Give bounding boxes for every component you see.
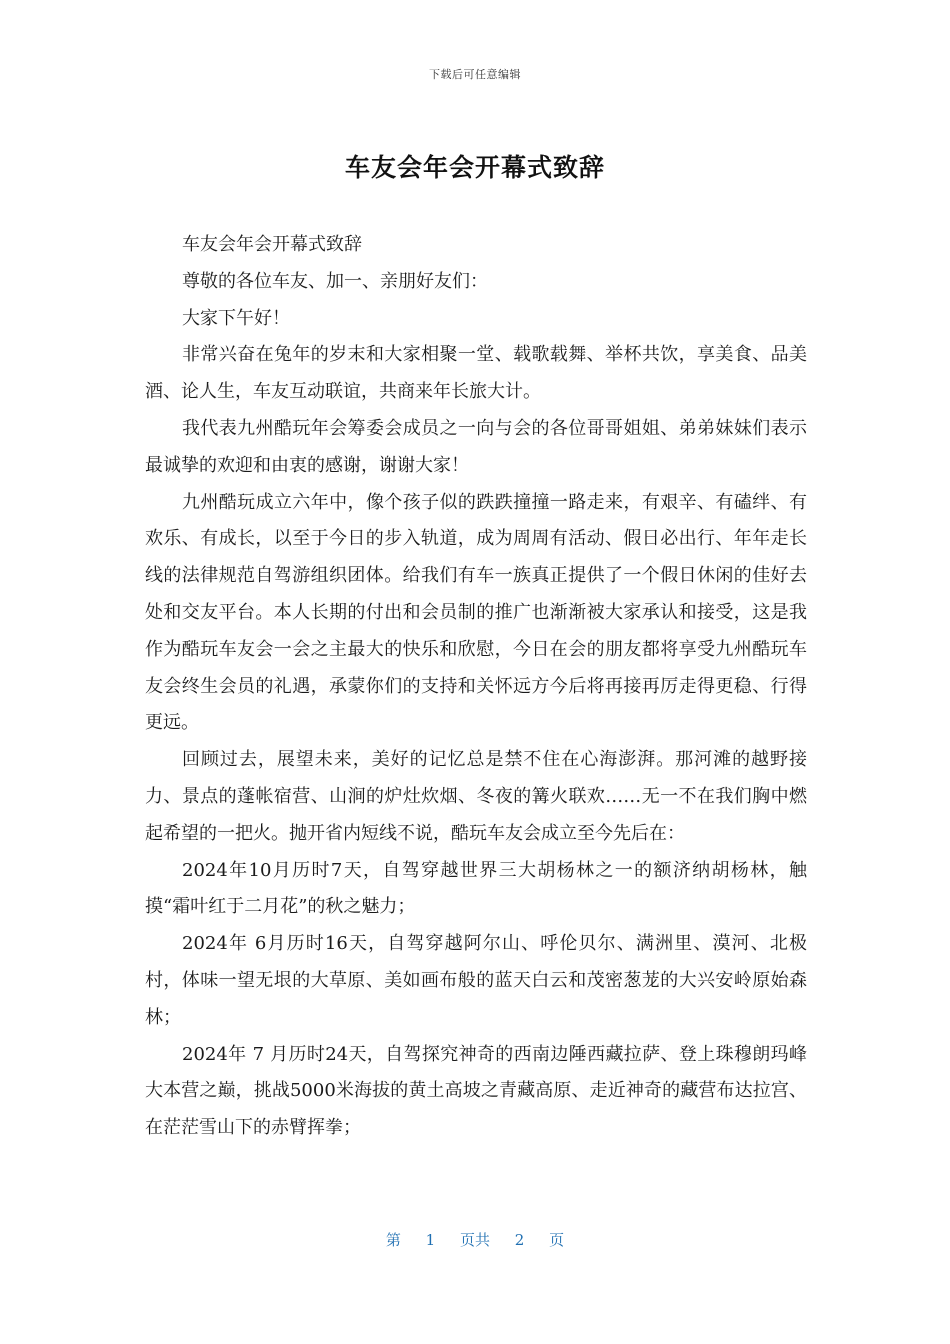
paragraph-4: 非常兴奋在兔年的岁末和大家相聚一堂、载歌载舞、举杯共饮，享美食、品美酒、论人生，车友互动联谊，共商来年长旅大计。 [145,344,807,403]
paragraph-7: 回顾过去，展望未来，美好的记忆总是禁不住在心海澎湃。那河滩的越野接力、景点的蓬帐宿营、山涧的炉灶炊烟、冬夜的篝火联欢……无一不在我们胸中燃起希望的一把火。抛开省内短线不说，酷玩车友会成立至今先后在： [145,749,807,844]
footer-middle: 页共 [459,1231,490,1249]
document-title: 车友会年会开幕式致辞 [344,153,605,182]
footer-suffix: 页 [549,1231,565,1249]
paragraph-2: 尊敬的各位车友、加一、亲朋好友们： [182,270,488,292]
page-footer [0,1229,950,1250]
footer-total-pages: 2 [514,1231,525,1249]
paragraph-10: 2024年 7 月历时24天，自驾探究神奇的西南边陲西藏拉萨、登上珠穆朗玛峰大本营之巅，挑战5000米海拔的黄土高坡之青藏高原、走近神奇的藏营布达拉宫、在茫茫雪山下的赤臂挥拳； [145,1043,807,1139]
paragraph-6: 九州酷玩成立六年中，像个孩子似的跌跌撞撞一路走来，有艰辛、有磕绊、有欢乐、有成长，以至于今日的步入轨道，成为周周有活动、假日必出行、年年走长线的法律规范自驾游组织团体。给我们有车一族真正提供了一个假日休闲的佳好去处和交友平台。本人长期的付出和会员制的推广也渐渐被大家承认和接受，这是我作为酷玩车友会一会之主最大的快乐和欣慰，今日在会的朋友都将享受九州酷玩车友会终生会员的礼遇，承蒙你们的支持和关怀远方今后将再接再厉走得更稳、行得更远。 [145,491,807,734]
document-body [145,227,807,1147]
header-note: 下载后可任意编辑 [429,68,521,81]
paragraph-1: 车友会年会开幕式致辞 [182,234,362,255]
paragraph-3: 大家下午好！ [182,307,290,329]
footer-prefix: 第 [385,1231,401,1249]
paragraph-8: 2024年10月历时7天，自驾穿越世界三大胡杨林之一的额济纳胡杨林，触摸“霜叶红于二月花”的秋之魅力； [145,859,807,918]
paragraph-9: 2024年 6月历时16天，自驾穿越阿尔山、呼伦贝尔、满洲里、漠河、北极村，体味一望无垠的大草原、美如画布般的蓝天白云和茂密葱茏的大兴安岭原始森林； [145,933,807,1028]
footer-current-page: 1 [425,1231,436,1249]
paragraph-5: 我代表九州酷玩年会筹委会成员之一向与会的各位哥哥姐姐、弟弟妹妹们表示最诚挚的欢迎和由衷的感谢，谢谢大家！ [145,417,807,476]
